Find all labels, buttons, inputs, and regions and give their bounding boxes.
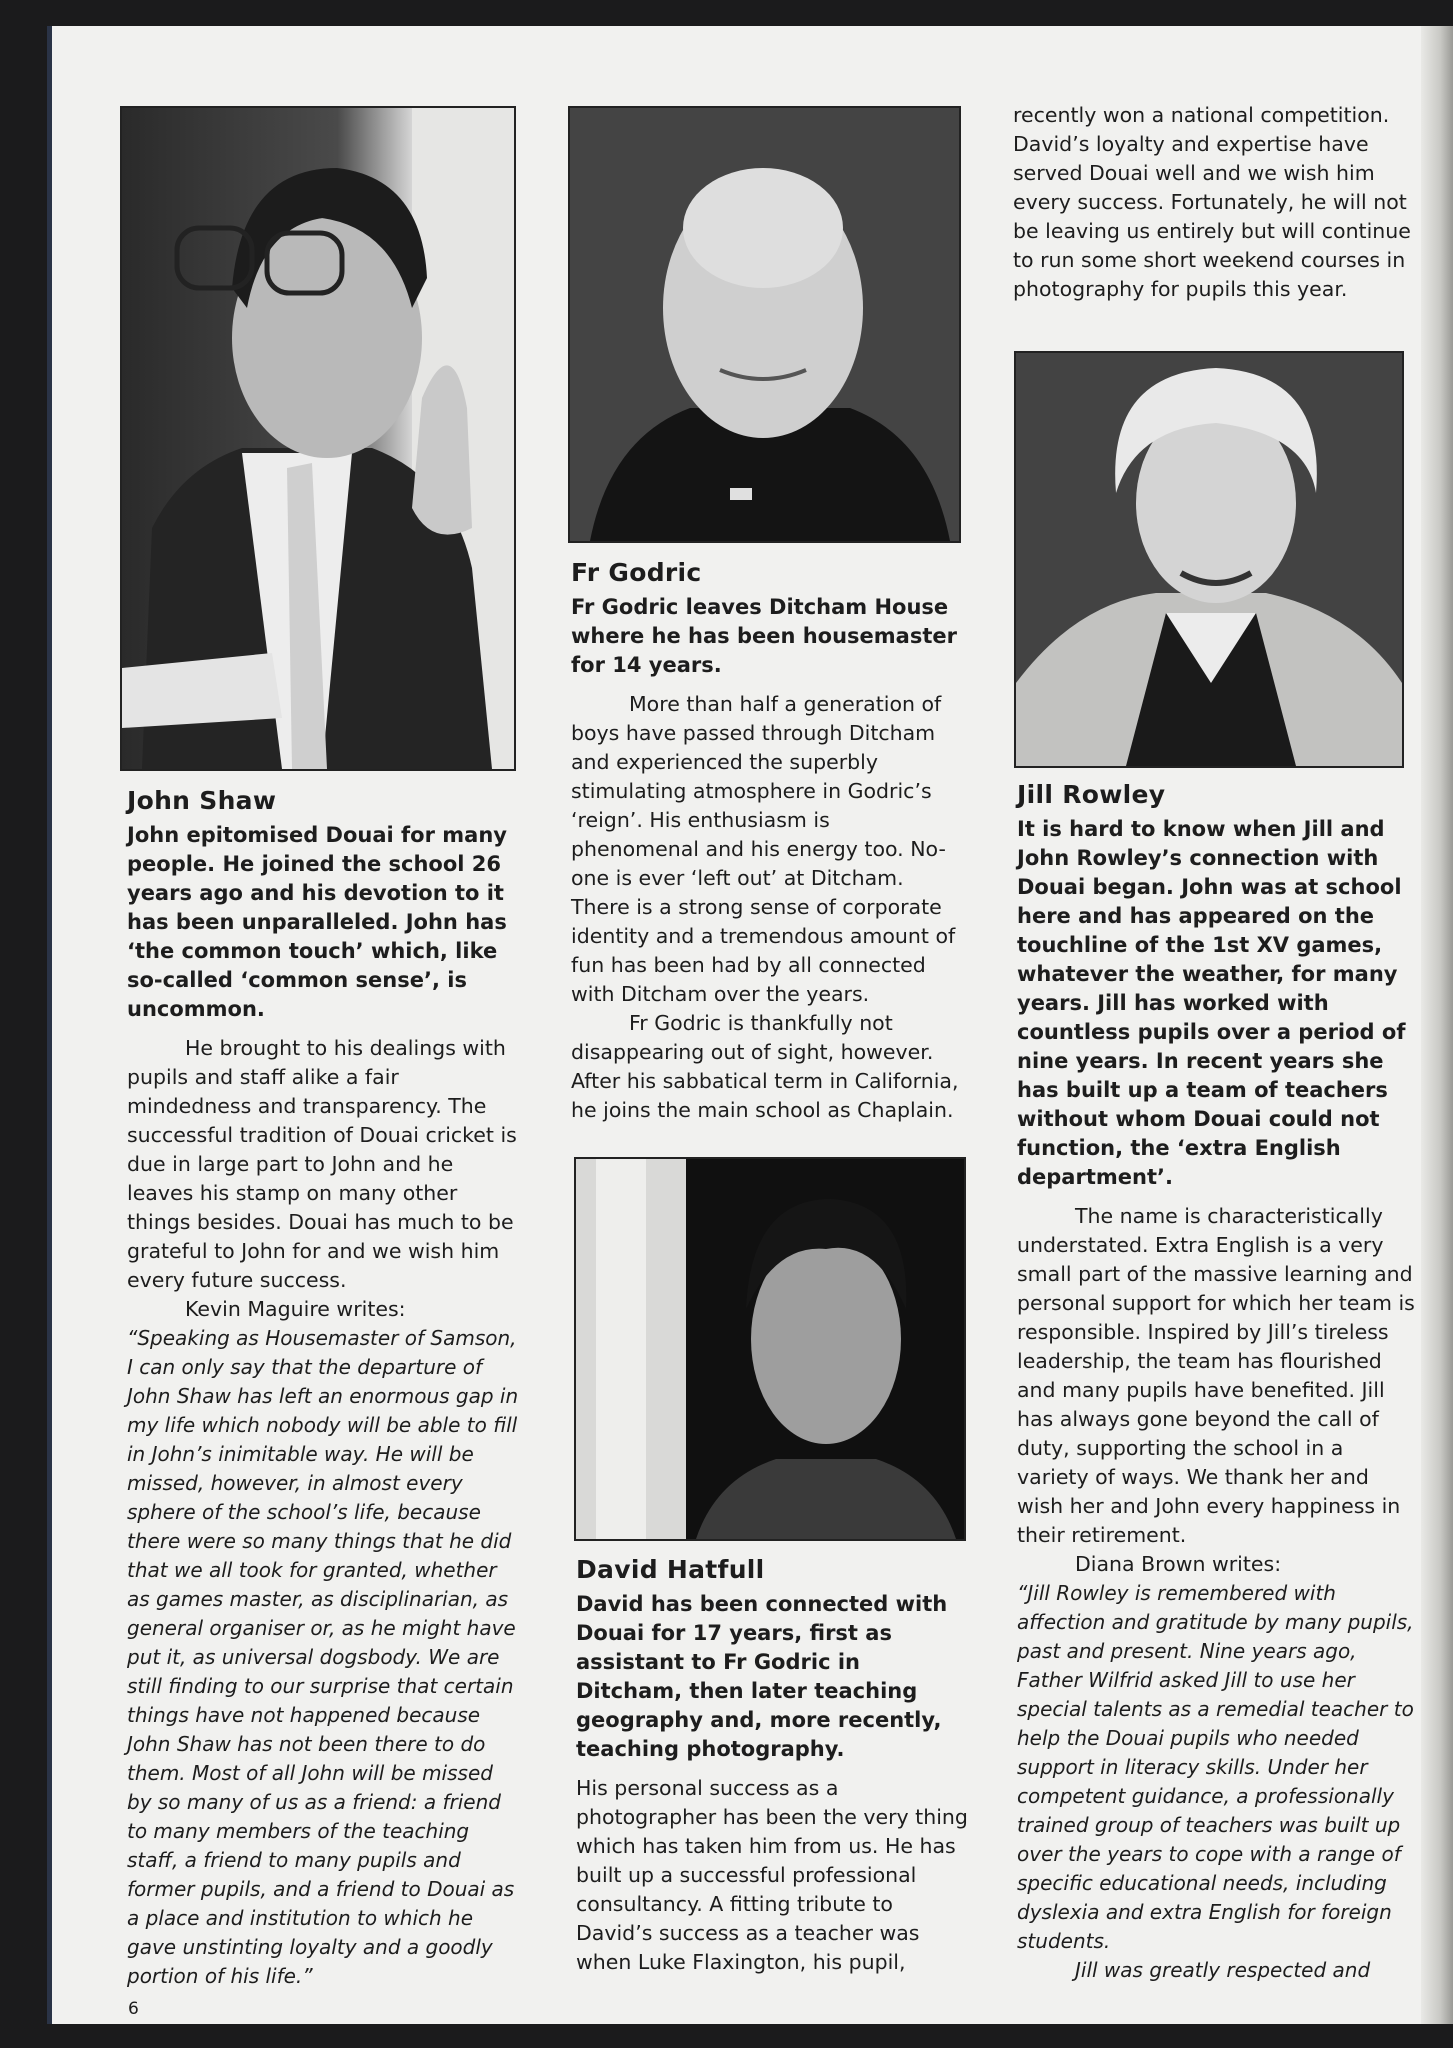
- john-shaw-portrait-graphic: [122, 108, 514, 769]
- page-number: 6: [128, 1999, 139, 2019]
- fr-godric-photo: [568, 106, 961, 543]
- fr-godric-paragraph-1: More than half a generation of boys have passed through Ditcham and experienced the superbly stimulating atmosphere in Godric’s ‘reign’. His enthusiasm is phenomenal and his energy too. No-one is ever ‘left out’ at Ditcham. There is a strong sense of corporate identity and a tremendous amount of fun has been had by all connected with Ditcham over the years.: [571, 692, 956, 1006]
- fr-godric-heading: Fr Godric: [571, 558, 702, 587]
- jill-rowley-photo: [1014, 351, 1404, 768]
- john-shaw-quote: “Speaking as Housemaster of Samson, I can only say that the departure of John Shaw has left an enormous gap in my life which nobody will be able to fill in John’s inimitable way. He will be missed, however, in almost every sphere of the school’s life, because there were so many things that he did that we all took for granted, whether as games master, as disciplinarian, as general organiser or, as he might have put it, as universal dogsbody. We are still finding to our surprise that certain things have not happened because John Shaw has not been there to do them. Most of all John will be missed by so many of us as a friend: a friend to many members of the teaching staff, a friend to many pupils and former pupils, and a friend to Douai as a place and institution to which he gave unstinting loyalty and a goodly portion of his life.”: [127, 1326, 519, 1988]
- john-shaw-photo: [120, 106, 516, 771]
- page-curl-shadow: [1421, 26, 1453, 2024]
- fr-godric-paragraph-2: Fr Godric is thankfully not disappearing out of sight, however. After his sabbatical term in California, he joins the main school as Chaplain.: [571, 1011, 959, 1122]
- jill-rowley-quote-continued: Jill was greatly respected and: [1075, 1958, 1371, 1982]
- david-hatfull-continuation: [1013, 101, 1411, 304]
- john-shaw-lead: John epitomised Douai for many people. He joined the school 26 years ago and his devotion to it has been unparalleled. John has ‘the common touch’ which, like so-called ‘common sense’, is uncommon.: [127, 823, 507, 1021]
- jill-rowley-article: [1017, 779, 1415, 1985]
- john-shaw-paragraph-2: Kevin Maguire writes:: [185, 1297, 406, 1321]
- john-shaw-article: [127, 785, 523, 1991]
- jill-rowley-paragraph-2: Diana Brown writes:: [1075, 1552, 1282, 1576]
- jill-rowley-paragraph-1: The name is characteristically understated. Extra English is a very small part of the massive learning and personal support for which her team is responsible. Inspired by Jill’s tireless leadership, the team has flourished and many pupils have benefited. Jill has always gone beyond the call of duty, supporting the school in a variety of ways. We thank her and wish her and John every happiness in their retirement.: [1017, 1204, 1415, 1547]
- jill-rowley-portrait-graphic: [1016, 353, 1402, 766]
- jill-rowley-lead: It is hard to know when Jill and John Rowley’s connection with Douai began. John was at school here and has appeared on the touchline of the 1st XV games, whatever the weather, for many years. Jill has worked with countless pupils over a period of nine years. In recent years she has built up a team of teachers without whom Douai could not function, the ‘extra English department’.: [1017, 817, 1406, 1189]
- binding-spine: [47, 26, 52, 2024]
- david-hatfull-lead: David has been connected with Douai for 17 years, first as assistant to Fr Godric in Ditcham, then later teaching geography and, more recently, teaching photography.: [576, 1592, 948, 1761]
- david-hatfull-article: [576, 1554, 968, 1977]
- fr-godric-lead: Fr Godric leaves Ditcham House where he has been housemaster for 14 years.: [571, 595, 957, 677]
- david-hatfull-photo: [574, 1157, 966, 1541]
- david-hatfull-heading: David Hatfull: [576, 1555, 765, 1584]
- david-hatfull-portrait-graphic: [576, 1159, 964, 1539]
- fr-godric-article: [571, 557, 963, 1125]
- jill-rowley-heading: Jill Rowley: [1017, 780, 1166, 809]
- john-shaw-heading: John Shaw: [127, 786, 277, 815]
- david-hatfull-paragraph: His personal success as a photographer has been the very thing which has taken him from us. He has built up a successful professional consultancy. A fitting tribute to David’s success as a teacher was when Luke Flaxington, his pupil,: [576, 1776, 968, 1974]
- jill-rowley-quote: “Jill Rowley is remembered with affection and gratitude by many pupils, past and present. Nine years ago, Father Wilfrid asked Jill to use her special talents as a remedial teacher to help the Douai pupils who needed support in literacy skills. Under her competent guidance, a professionally trained group of teachers was built up over the years to cope with a range of specific educational needs, including dyslexia and extra English for foreign students.: [1017, 1581, 1414, 1953]
- continuation-paragraph: recently won a national competition. David’s loyalty and expertise have served Douai well and we wish him every success. Fortunately, he will not be leaving us entirely but will continue to run some short weekend courses in photography for pupils this year.: [1013, 103, 1411, 301]
- john-shaw-paragraph-1: He brought to his dealings with pupils and staff alike a fair mindedness and transparency. The successful tradition of Douai cricket is due in large part to John and he leaves his stamp on many other things besides. Douai has much to be grateful to John for and we wish him every future success.: [127, 1036, 517, 1292]
- fr-godric-portrait-graphic: [570, 108, 959, 541]
